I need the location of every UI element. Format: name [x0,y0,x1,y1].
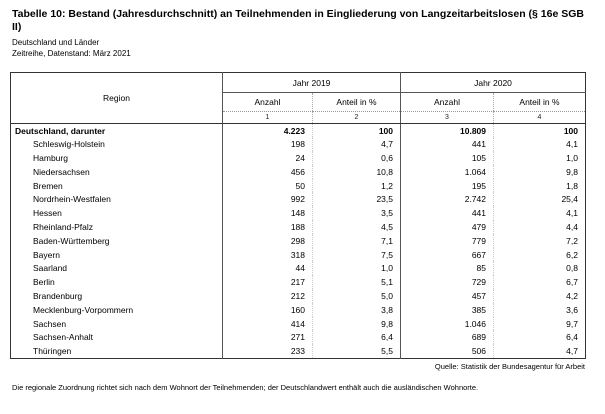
table-row [11,192,586,206]
anteil-2019-cell: 1,2 [313,179,401,193]
anzahl-2020-cell: 85 [401,261,494,275]
table-row [11,344,586,358]
table-header [11,73,586,124]
region-name-cell: Rheinland-Pfalz [11,220,223,234]
anteil-2019-cell: 23,5 [313,192,401,206]
region-name-cell: Nordrhein-Westfalen [11,192,223,206]
anteil-2019-cell: 10,8 [313,165,401,179]
table-row [11,179,586,193]
region-name-cell: Saarland [11,261,223,275]
subtitle-data-status: Zeitreihe, Datenstand: März 2021 [12,48,131,58]
anzahl-2020-cell: 2.742 [401,192,494,206]
anzahl-2020-cell: 457 [401,289,494,303]
anteil-2019-cell: 3,8 [313,303,401,317]
regional-assignment-footnote: Die regionale Zuordnung richtet sich nach dem Wohnort der Teilnehmenden; der Deutschlandwert enthält auch die ausländischen Wohnorte. [12,383,479,392]
region-name-cell: Bremen [11,179,223,193]
anteil-2020-cell: 4,1 [566,139,578,150]
anzahl-2019-cell: 160 [223,303,313,317]
source-attribution: Quelle: Statistik der Bundesagentur für Arbeit [434,361,585,371]
anteil-2020-cell: 7,2 [566,235,578,246]
anteil-2020-cell: 9,8 [566,166,578,177]
region-name-cell: Hamburg [11,151,223,165]
anteil-2020-cell: 6,7 [566,277,578,288]
anteil-2020-cell: 6,4 [566,332,578,343]
anteil-2020-cell: 1,8 [566,180,578,191]
table-row [11,151,586,165]
anzahl-2020-cell: 441 [401,137,494,151]
anzahl-2019-cell: 456 [223,165,313,179]
column-header-anzahl-2019: Anzahl [223,93,313,112]
anzahl-2019-cell: 318 [223,248,313,262]
anteil-2019-cell: 3,5 [313,206,401,220]
table-row [11,206,586,220]
anteil-2020-cell: 4,2 [566,290,578,301]
column-number-4: 4 [494,112,586,124]
anteil-2019-cell: 5,1 [313,275,401,289]
region-name-cell: Sachsen [11,317,223,331]
anteil-2019-cell: 1,0 [313,261,401,275]
anzahl-2020-cell: 779 [401,234,494,248]
anzahl-2020-cell: 441 [401,206,494,220]
region-name-cell: Brandenburg [11,289,223,303]
table-row [11,137,586,151]
anteil-2019-cell: 6,4 [313,330,401,344]
anzahl-2019-cell: 271 [223,330,313,344]
table-row [11,220,586,234]
anzahl-2019-cell: 217 [223,275,313,289]
anzahl-2020-cell: 479 [401,220,494,234]
region-name-cell: Schleswig-Holstein [11,137,223,151]
statistics-table [10,72,586,359]
region-name-cell: Thüringen [11,344,223,358]
anzahl-2020-cell: 1.046 [401,317,494,331]
anzahl-2020-cell: 689 [401,330,494,344]
anzahl-2019-cell: 4.223 [223,124,313,138]
anteil-2020-cell: 6,2 [566,249,578,260]
table-row [11,289,586,303]
anzahl-2019-cell: 148 [223,206,313,220]
anzahl-2019-cell: 992 [223,192,313,206]
column-header-anteil-2020: Anteil in % [494,93,586,112]
region-name-cell: Berlin [11,275,223,289]
table-row [11,234,586,248]
anzahl-2020-cell: 385 [401,303,494,317]
anteil-2019-cell: 5,0 [313,289,401,303]
region-name-cell: Mecklenburg-Vorpommern [11,303,223,317]
table-row [11,275,586,289]
region-name-cell: Niedersachsen [11,165,223,179]
table-row [11,165,586,179]
column-number-3: 3 [401,112,494,124]
anzahl-2019-cell: 24 [223,151,313,165]
region-name-cell: Hessen [11,206,223,220]
region-name-cell: Deutschland, darunter [11,124,223,138]
anzahl-2020-cell: 1.064 [401,165,494,179]
subtitle-block [10,38,595,59]
region-name-cell: Sachsen-Anhalt [11,330,223,344]
column-number-1: 1 [223,112,313,124]
anteil-2020-cell: 4,4 [566,221,578,232]
anteil-2020-cell: 4,7 [566,345,578,356]
anteil-2019-cell: 7,1 [313,234,401,248]
anzahl-2019-cell: 188 [223,220,313,234]
anzahl-2020-cell: 729 [401,275,494,289]
anteil-2019-cell: 4,7 [313,137,401,151]
anzahl-2019-cell: 298 [223,234,313,248]
anzahl-2019-cell: 414 [223,317,313,331]
anzahl-2019-cell: 50 [223,179,313,193]
column-number-2: 2 [313,112,401,124]
column-group-jahr-2019: Jahr 2019 [223,73,401,93]
anteil-2020-cell: 0,8 [566,263,578,274]
column-header-anteil-2019: Anteil in % [313,93,401,112]
anzahl-2020-cell: 506 [401,344,494,358]
table-title: Tabelle 10: Bestand (Jahresdurchschnitt) an Teilnehmenden in Eingliederung von Langzeitarbeitslosen (§ 16e SGB II) [12,8,584,33]
anteil-2020-cell: 1,0 [566,152,578,163]
anteil-2019-cell: 4,5 [313,220,401,234]
anzahl-2020-cell: 10.809 [401,124,494,138]
header-year-row [11,73,586,93]
table-row [11,317,586,331]
anteil-2020-cell: 4,1 [566,208,578,219]
column-header-region: Region [11,73,223,124]
anteil-2019-cell: 7,5 [313,248,401,262]
anzahl-2019-cell: 212 [223,289,313,303]
table-row [11,248,586,262]
subtitle-region-scope: Deutschland und Länder [12,38,100,47]
table-row [11,330,586,344]
region-name-cell: Bayern [11,248,223,262]
anteil-2019-cell: 100 [313,124,401,138]
anteil-2020-cell: 100 [563,125,578,136]
anteil-2020-cell: 25,4 [561,194,578,205]
anzahl-2020-cell: 195 [401,179,494,193]
table-row [11,261,586,275]
anteil-2019-cell: 0,6 [313,151,401,165]
table-row [11,124,586,138]
anteil-2020-cell: 9,7 [566,318,578,329]
column-header-anzahl-2020: Anzahl [401,93,494,112]
anzahl-2019-cell: 198 [223,137,313,151]
table-row [11,303,586,317]
anteil-2019-cell: 5,5 [313,344,401,358]
anzahl-2019-cell: 233 [223,344,313,358]
table-body [11,124,586,359]
anzahl-2020-cell: 667 [401,248,494,262]
anzahl-2019-cell: 44 [223,261,313,275]
anteil-2020-cell: 3,6 [566,304,578,315]
anteil-2019-cell: 9,8 [313,317,401,331]
region-name-cell: Baden-Württemberg [11,234,223,248]
column-group-jahr-2020: Jahr 2020 [401,73,586,93]
anzahl-2020-cell: 105 [401,151,494,165]
